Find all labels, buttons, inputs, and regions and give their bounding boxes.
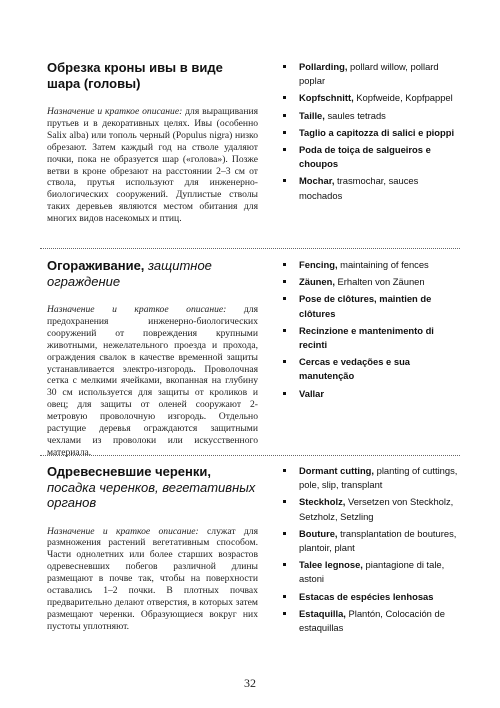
entry-title-italic: посадка черенков, вегетативных органов — [47, 479, 256, 510]
description-lead: Назначение и краткое описание: — [47, 304, 227, 315]
entry-terms-column — [283, 258, 463, 404]
bullet-icon — [283, 65, 286, 68]
term-item: Estacas de espécies lenhosas — [283, 590, 463, 604]
bullet-icon — [283, 280, 286, 283]
term-item: Mochar, trasmochar, sauces mochados — [283, 174, 463, 202]
term-item: Talee legnose, piantagione di tale, astoni — [283, 558, 463, 586]
bullet-icon — [283, 297, 286, 300]
page-number: 32 — [244, 676, 256, 690]
description-text: для выращивания прутьев и в декоративных целях. Ивы (особенно Salix alba) или тополь черный (Populus nigra) низко обрезают. Затем каждый год на стволе удаляют почки, пока не образуется шар («голова»). Позже ветви в кроне обрезают на расстоянии 2–3 см от ствола, прутья используют для инженерно-биологических сооружений. Дуплистые стволы таких деревьев являются местом обитания для многих видов насекомых и птиц. — [47, 106, 258, 225]
terms-list — [283, 464, 463, 635]
bullet-icon — [283, 500, 286, 503]
entry-title — [47, 258, 258, 289]
entry-description — [47, 304, 258, 459]
term-item: Vallar — [283, 387, 463, 401]
entry-left-column — [47, 464, 258, 633]
bullet-icon — [283, 532, 286, 535]
entry-title-italic: защитное ограждение — [47, 258, 212, 289]
term-item: Cercas e vedações e sua manutenção — [283, 355, 463, 383]
bullet-icon — [283, 263, 286, 266]
bullet-icon — [283, 329, 286, 332]
term-item: Kopfschnitt, Kopfweide, Kopfpappel — [283, 91, 463, 105]
term-item: Zäunen, Erhalten von Zäunen — [283, 275, 463, 289]
entry-terms-column — [283, 464, 463, 638]
bullet-icon — [283, 96, 286, 99]
bullet-icon — [283, 469, 286, 472]
term-item: Pollarding, pollard willow, pollard poplar — [283, 60, 463, 88]
entry-description — [47, 526, 258, 633]
bullet-icon — [283, 179, 286, 182]
term-item: Poda de toiça de salgueiros e choupos — [283, 143, 463, 171]
entry-terms-column — [283, 60, 463, 206]
term-item: Estaquilla, Plantón, Colocación de estaquillas — [283, 607, 463, 635]
term-item: Recinzione e mantenimento di recinti — [283, 324, 463, 352]
terms-list — [283, 258, 463, 401]
term-item: Dormant cutting, planting of cuttings, pole, slip, transplant — [283, 464, 463, 492]
entry-title-bold: Огораживание, — [47, 258, 145, 273]
entry-title — [47, 464, 258, 511]
term-item: Taglio a capitozza di salici e pioppi — [283, 126, 463, 140]
description-text: для предохранения инженерно-биологических сооружений от повреждения крупными животными, нежелательного проезда и прохода, ограждения свалок в качестве временной защиты устанавливается электро-изгородь. Проволочная сетка с мелкими ячейками, вкопанная на глубину 30 см используется для защиты от кроликов и овец; для защиты от оленей сооружают 2-метровую проволочную изгородь. Отдельно растущие деревья ограждаются защитными чехлами из проволоки или искусственного материала. — [47, 304, 258, 458]
bullet-icon — [283, 360, 286, 363]
entry-divider — [40, 248, 460, 249]
bullet-icon — [283, 131, 286, 134]
term-item: Fencing, maintaining of fences — [283, 258, 463, 272]
entry-title-bold: Одревесневшие черенки, — [47, 464, 211, 479]
term-item: Steckholz, Versetzen von Steckholz, Setzholz, Setzling — [283, 495, 463, 523]
entry-title — [47, 60, 258, 91]
entry-description — [47, 106, 258, 225]
entry-left-column — [47, 60, 258, 225]
term-item: Pose de clôtures, maintien de clôtures — [283, 292, 463, 320]
bullet-icon — [283, 612, 286, 615]
entry-left-column — [47, 258, 258, 459]
bullet-icon — [283, 392, 286, 395]
entry-divider — [40, 455, 460, 456]
bullet-icon — [283, 114, 286, 117]
entry-title-bold: Обрезка кроны ивы в виде шара (головы) — [47, 60, 223, 91]
description-lead: Назначение и краткое описание: — [47, 525, 199, 537]
term-item: Taille, saules tetrads — [283, 109, 463, 123]
description-text: служат для размножения растений вегетативным способом. Части однолетних или более старших возрастов одревесневших побегов различной длины размещают в почве так, чтобы на поверхности оставались 1–2 почки. В плотных почвах предварительно делают отверстия, в которых затем размещают черенки. Образующиеся вокруг них пустоты уплотняют. — [47, 525, 258, 632]
bullet-icon — [283, 595, 286, 598]
term-item: Bouture, transplantation de boutures, plantoir, plant — [283, 527, 463, 555]
bullet-icon — [283, 148, 286, 151]
terms-list — [283, 60, 463, 203]
bullet-icon — [283, 563, 286, 566]
description-lead: Назначение и краткое описание: — [47, 106, 183, 117]
